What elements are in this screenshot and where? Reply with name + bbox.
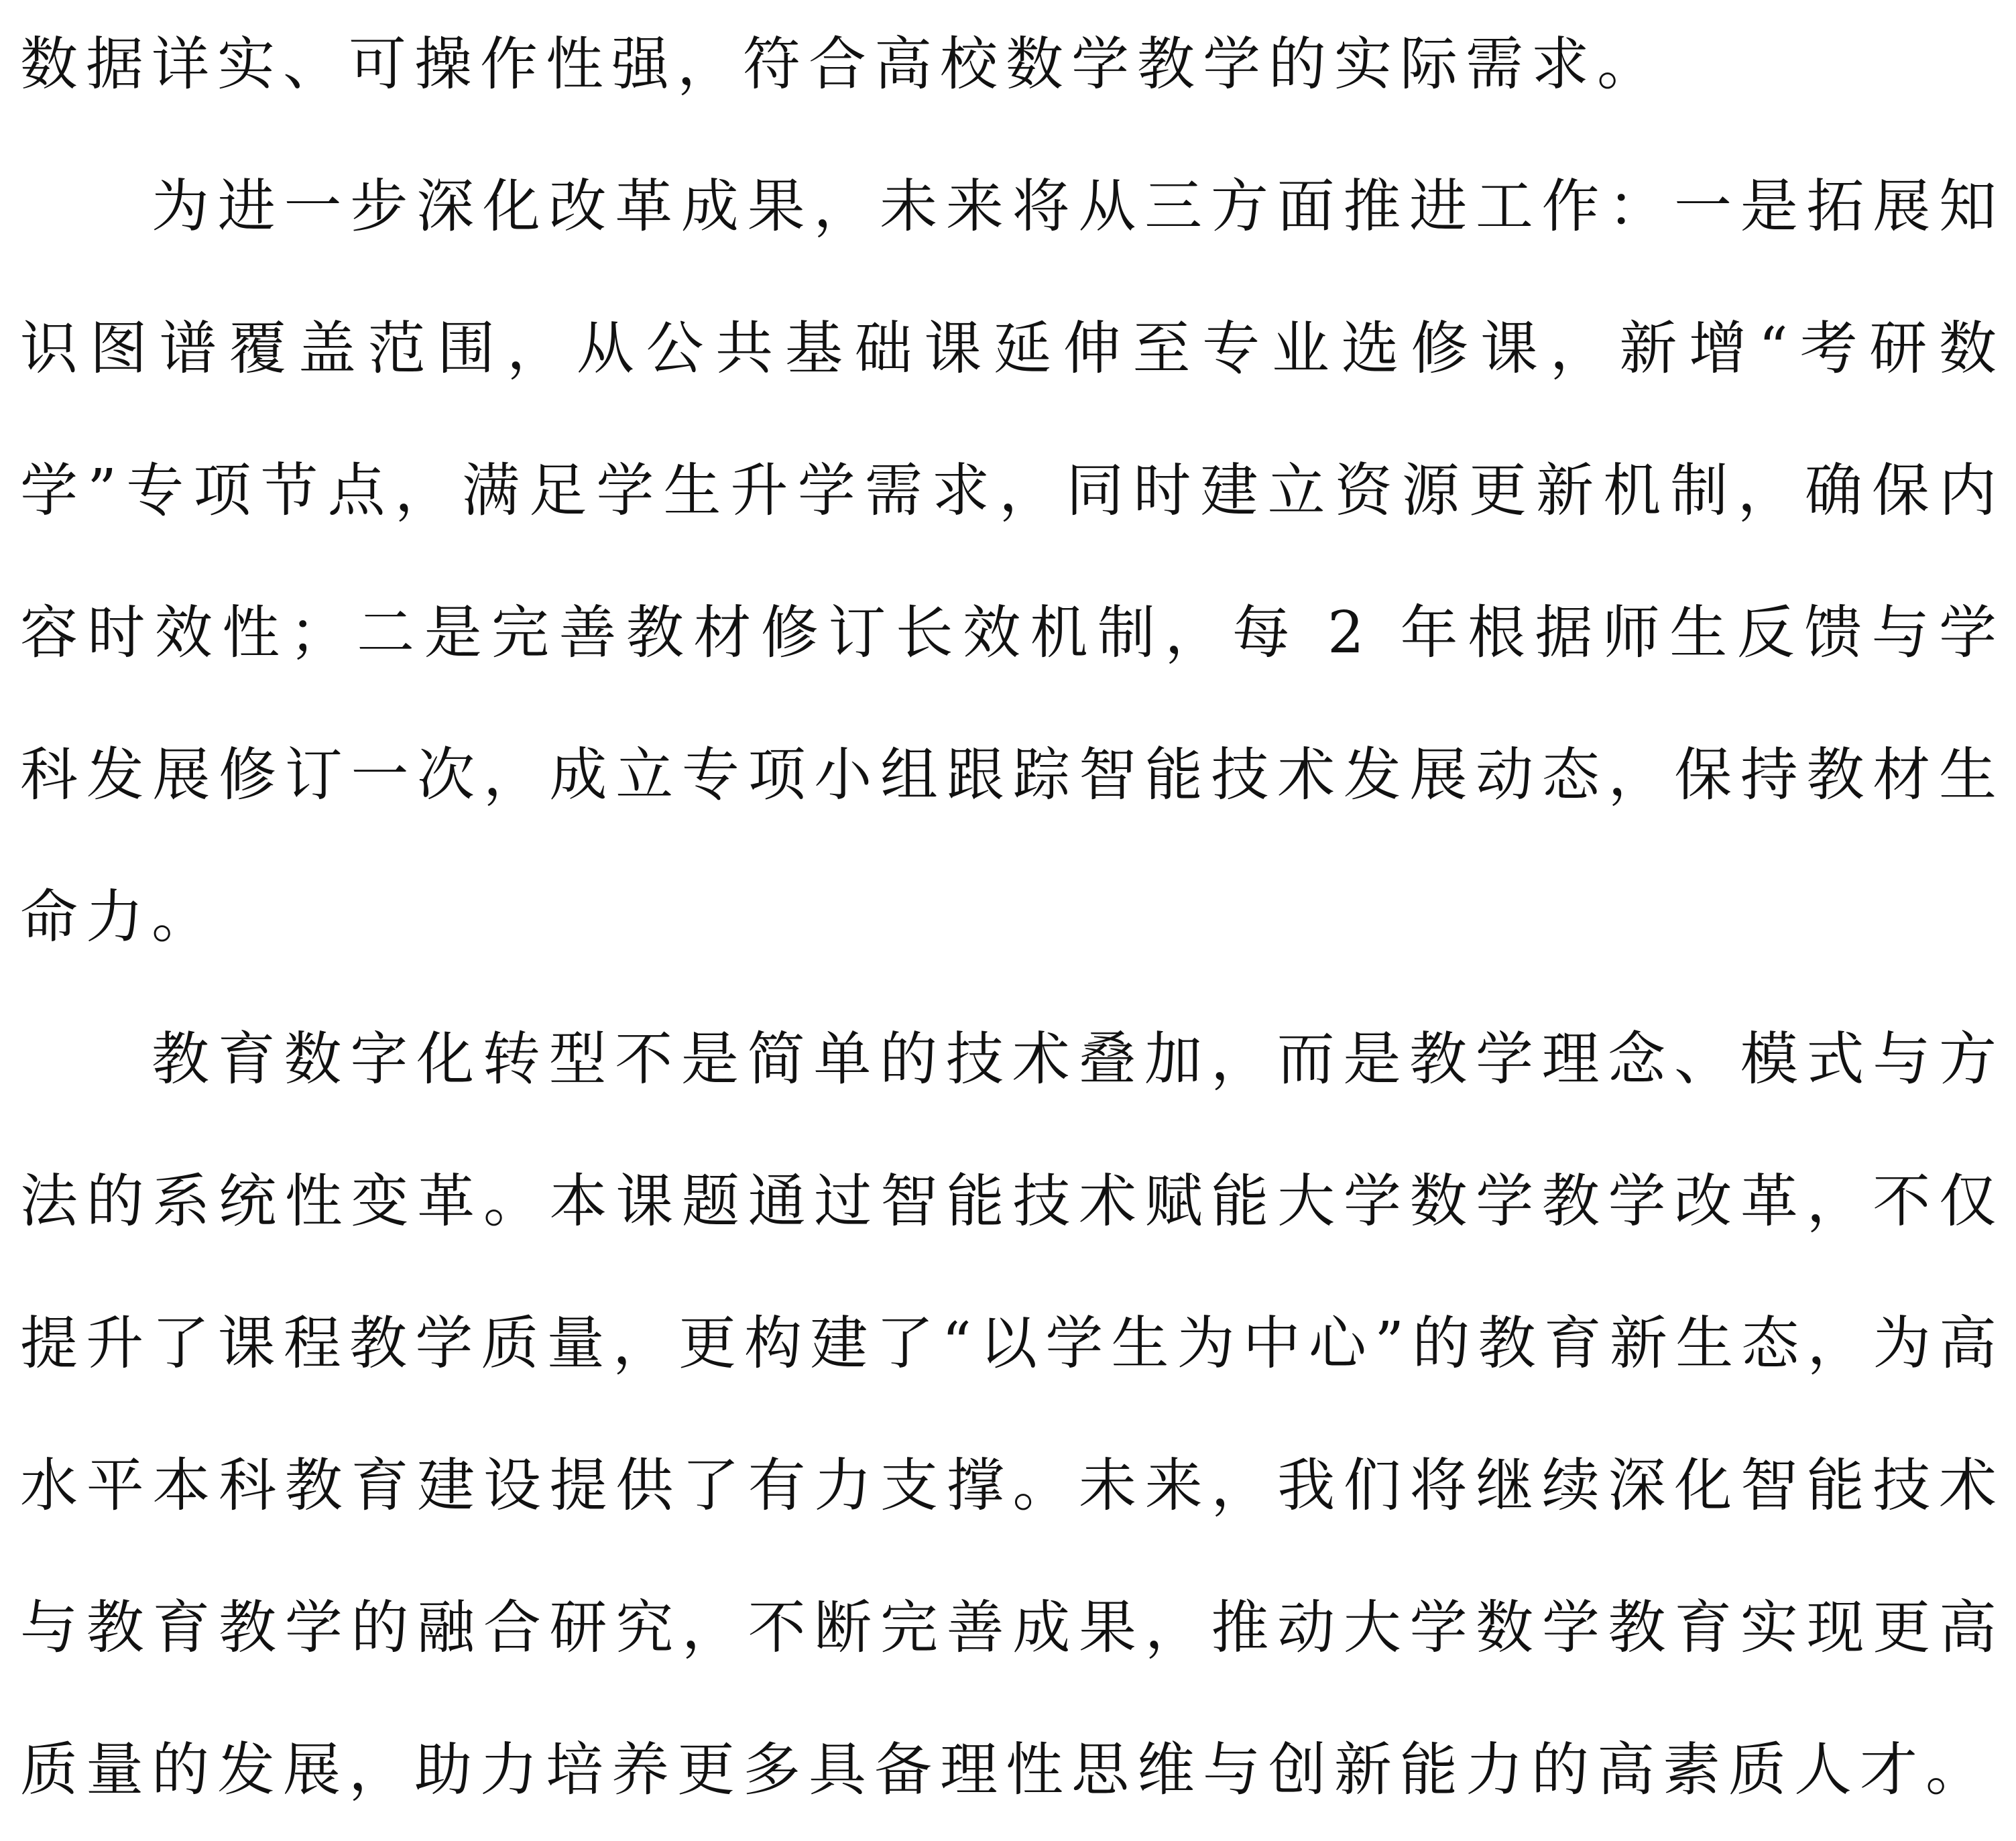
paragraph-future-work: 为进一步深化改革成果，未来将从三方面推进工作：一是拓展知识图谱覆盖范围，从公共基础课延伸至专业选修课，新增“考研数学”专项节点，满足学生升学需求，同时建立资源更新机制，确保内容时效性；二是完善教材修订长效机制，每 2 年根据师生反馈与学科发展修订一次，成立专项小组跟踪智能技术发展动态，保持教材生命力。 xyxy=(20,173,2005,951)
document-page xyxy=(20,0,2005,1841)
paragraph-summary: 教育数字化转型不是简单的技术叠加，而是教学理念、模式与方法的系统性变革。本课题通过智能技术赋能大学数学教学改革，不仅提升了课程教学质量，更构建了“以学生为中心”的教育新生态，为高水平本科教育建设提供了有力支撑。未来，我们将继续深化智能技术与教育教学的融合研究，不断完善成果，推动大学数学教育实现更高质量的发展，助力培养更多具备理性思维与创新能力的高素质人才。 xyxy=(20,1026,2005,1803)
paragraph-conclusion-fragment: 数据详实、可操作性强，符合高校数学教学的实际需求。 xyxy=(20,31,1663,98)
